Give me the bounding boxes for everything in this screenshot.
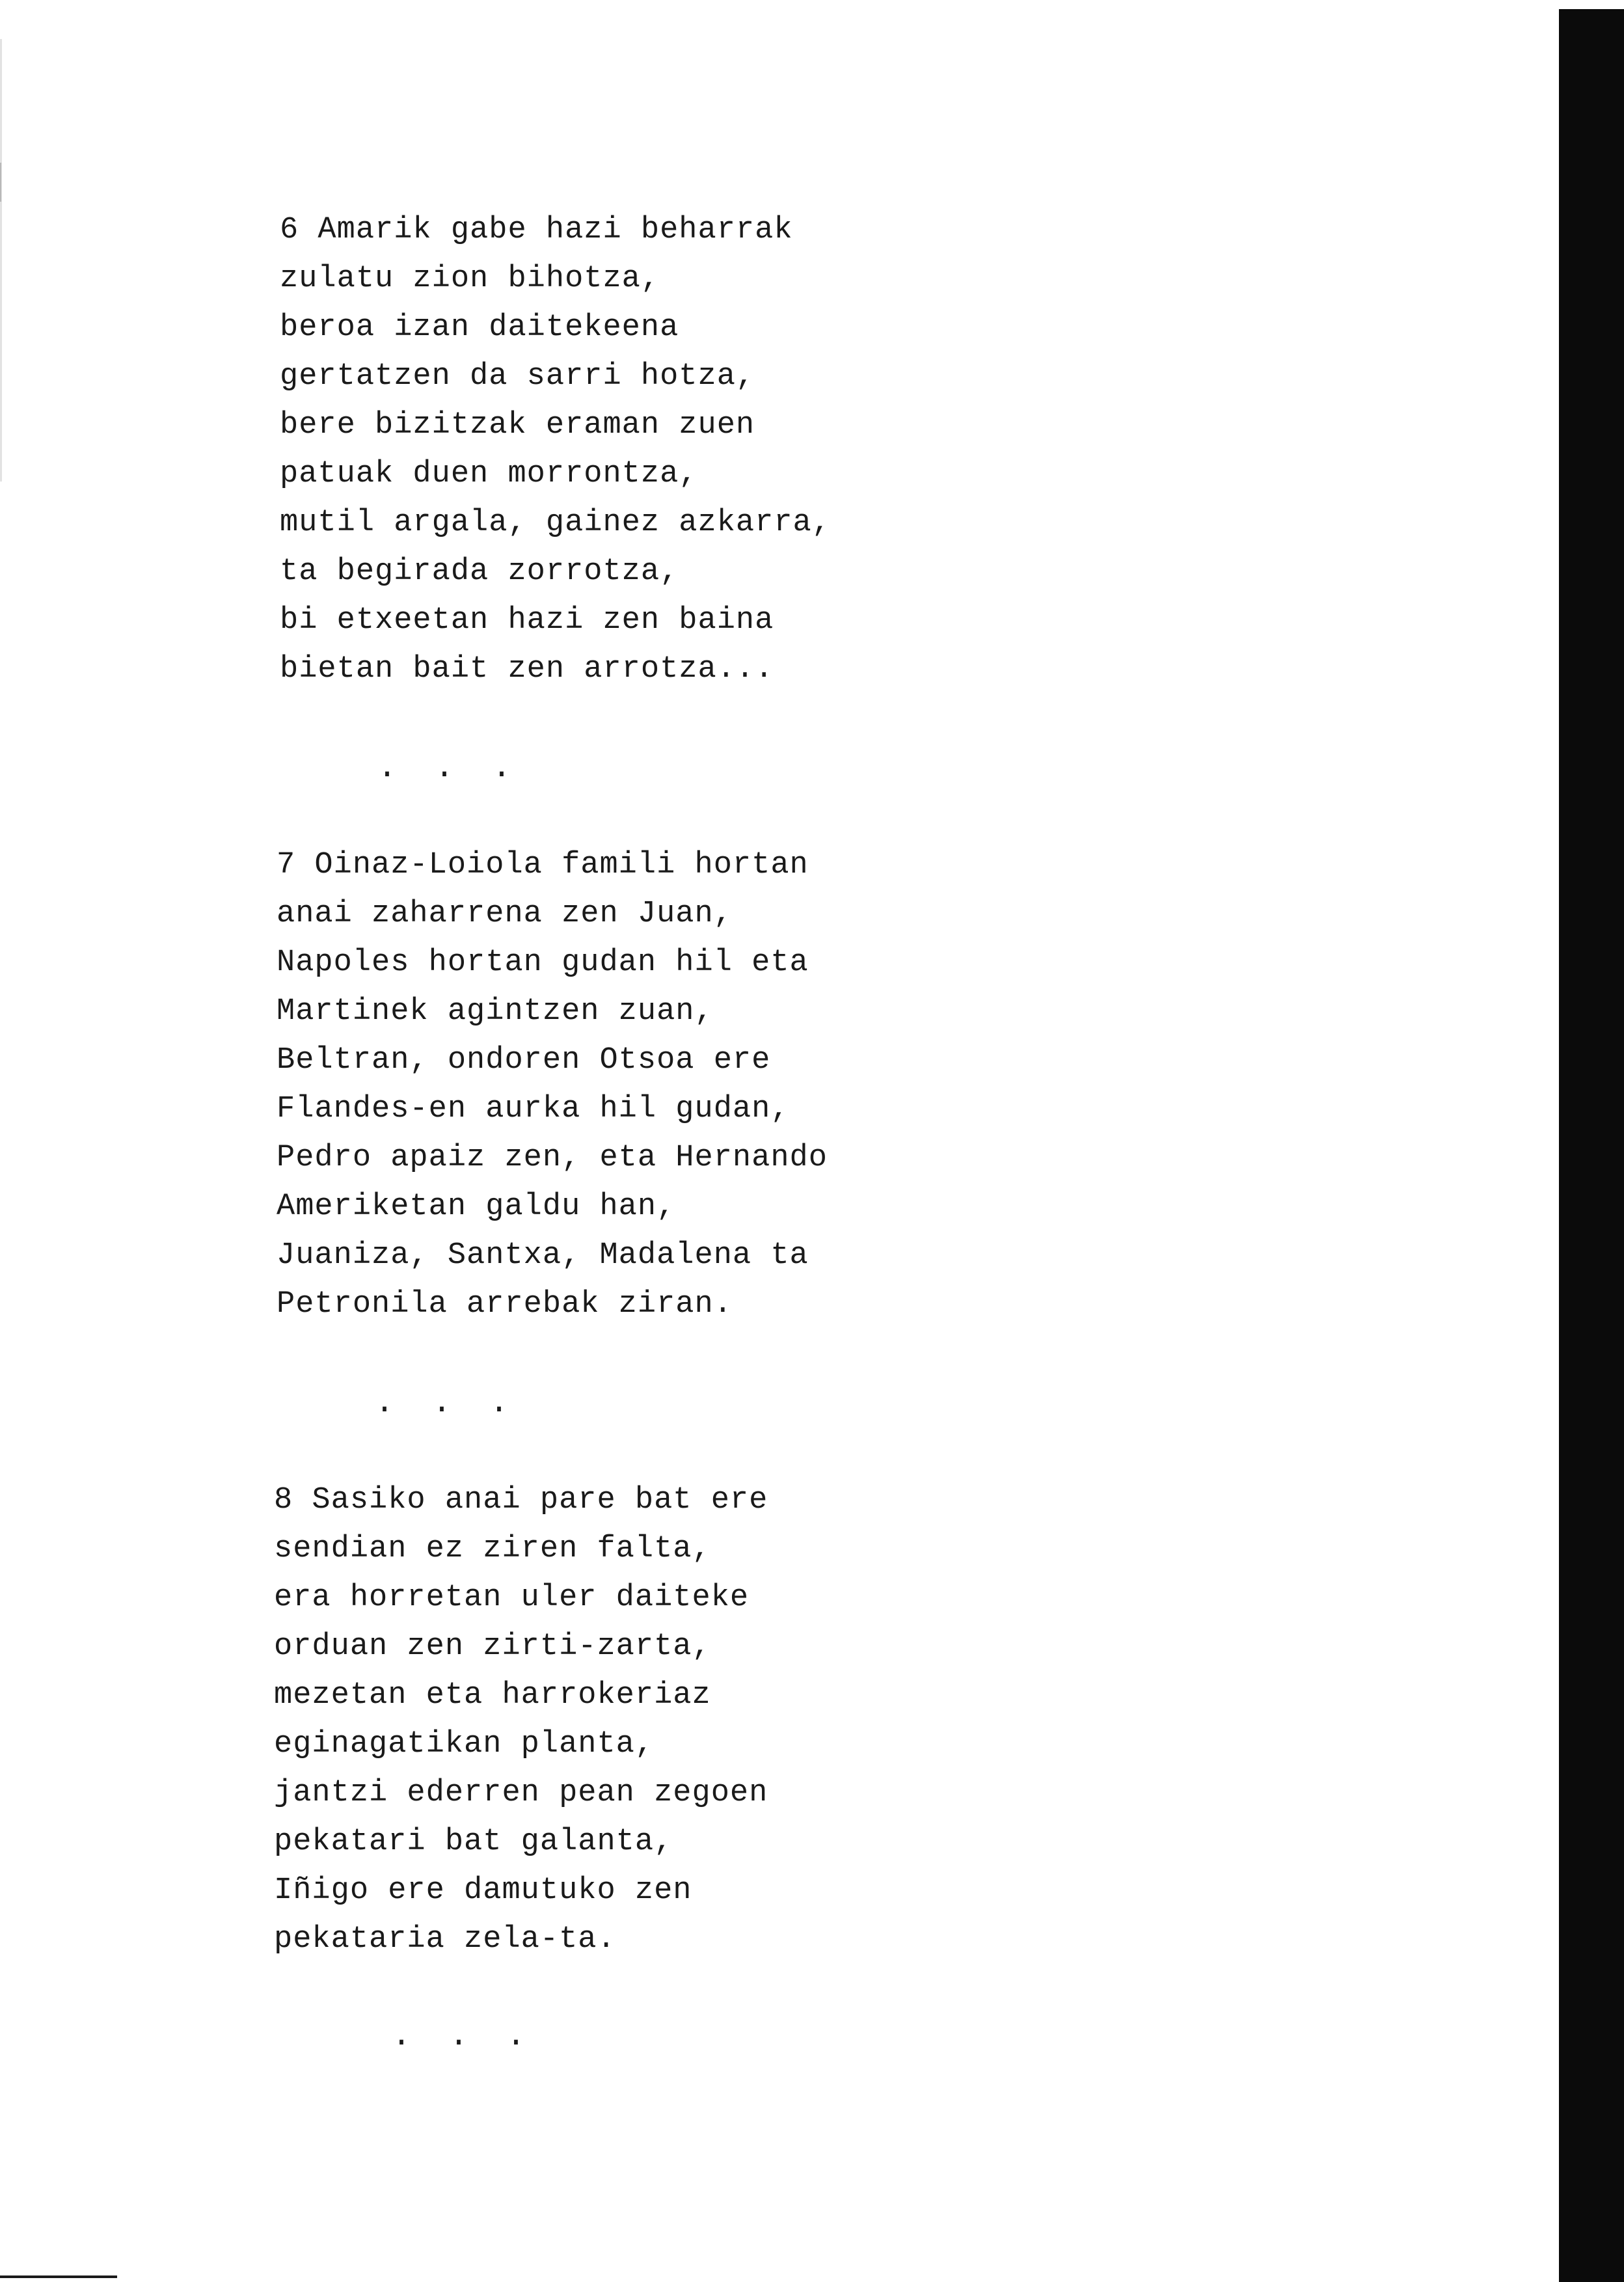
- verse-line: ta begirada zorrotza,: [280, 554, 679, 589]
- verse-line: Napoles hortan gudan hil eta: [277, 945, 809, 980]
- verse-line: patuak duen morrontza,: [280, 457, 698, 491]
- stanza-8: [274, 1476, 768, 1964]
- verse-line: 8 Sasiko anai pare bat ere: [274, 1483, 768, 1517]
- scan-edge-mark: [0, 39, 2, 482]
- stanza-separator: . . .: [377, 750, 521, 787]
- verse-line: bere bizitzak eraman zuen: [280, 408, 755, 442]
- verse-line: pekatari bat galanta,: [274, 1825, 673, 1859]
- stanza-separator: . . .: [375, 1385, 519, 1422]
- verse-line: Flandes-en aurka hil gudan,: [277, 1092, 790, 1126]
- verse-line: Petronila arrebak ziran.: [277, 1287, 733, 1322]
- verse-line: jantzi ederren pean zegoen: [274, 1776, 768, 1810]
- verse-line: mutil argala, gainez azkarra,: [280, 506, 831, 540]
- verse-line: pekataria zela-ta.: [274, 1922, 616, 1957]
- verse-line: Ameriketan galdu han,: [277, 1189, 676, 1224]
- scan-bottom-mark: [0, 2275, 117, 2278]
- verse-line: era horretan uler daiteke: [274, 1581, 750, 1615]
- verse-line: Iñigo ere damutuko zen: [274, 1873, 692, 1908]
- stanza-7: [277, 841, 828, 1329]
- verse-line: Martinek agintzen zuan,: [277, 994, 714, 1029]
- scan-edge-mark: [0, 163, 1, 202]
- verse-line: orduan zen zirti-zarta,: [274, 1629, 711, 1664]
- verse-line: bi etxeetan hazi zen baina: [280, 603, 774, 638]
- verse-line: bietan bait zen arrotza...: [280, 652, 774, 686]
- verse-line: 6 Amarik gabe hazi beharrak: [280, 213, 793, 247]
- stanza-separator: . . .: [392, 2018, 535, 2055]
- verse-line: zulatu zion bihotza,: [280, 262, 660, 296]
- scan-border-bar: [1559, 9, 1624, 2282]
- verse-line: anai zaharrena zen Juan,: [277, 897, 733, 931]
- verse-line: 7 Oinaz-Loiola famili hortan: [277, 848, 809, 882]
- verse-line: gertatzen da sarri hotza,: [280, 359, 755, 394]
- verse-line: Juaniza, Santxa, Madalena ta: [277, 1238, 809, 1273]
- verse-line: eginagatikan planta,: [274, 1727, 655, 1761]
- verse-line: Pedro apaiz zen, eta Hernando: [277, 1141, 828, 1175]
- verse-line: beroa izan daitekeena: [280, 310, 679, 345]
- stanza-6: [280, 206, 831, 694]
- verse-line: mezetan eta harrokeriaz: [274, 1678, 711, 1713]
- verse-line: sendian ez ziren falta,: [274, 1532, 711, 1566]
- verse-line: Beltran, ondoren Otsoa ere: [277, 1043, 771, 1078]
